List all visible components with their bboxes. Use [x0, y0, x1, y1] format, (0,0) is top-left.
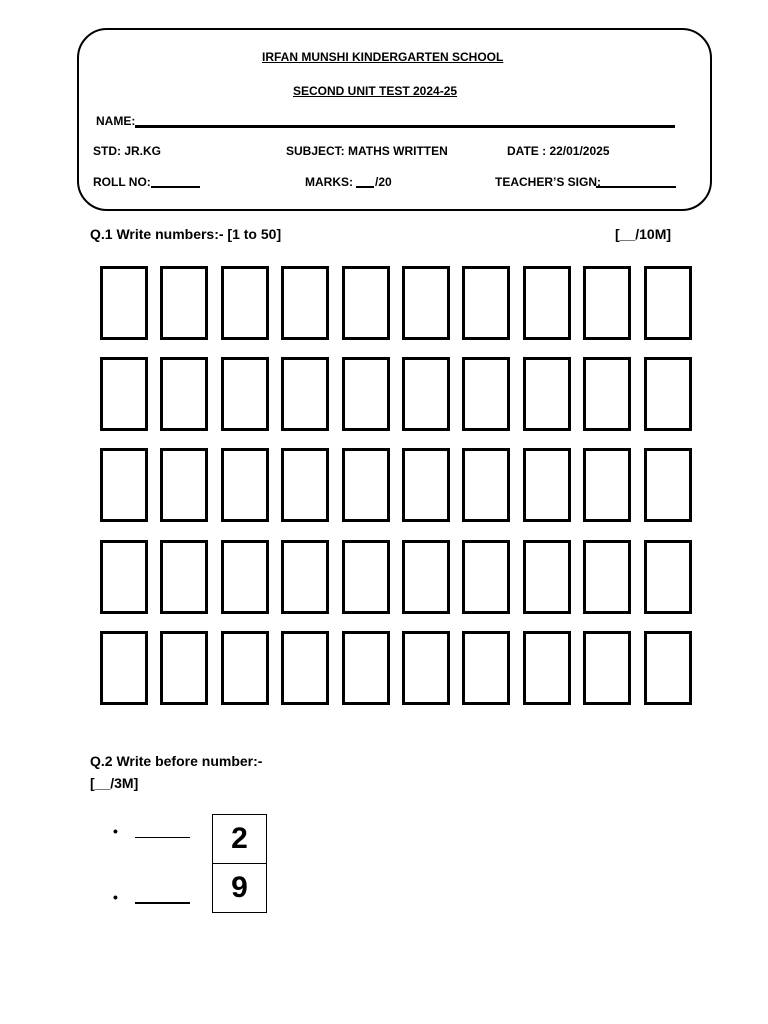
date-label: DATE : 22/01/2025 — [507, 144, 610, 158]
number-box[interactable] — [281, 266, 329, 340]
number-box[interactable] — [523, 266, 571, 340]
number-box[interactable] — [281, 631, 329, 705]
q2-number-box-2: 9 — [212, 863, 267, 913]
q2-bullet-2: • — [113, 889, 118, 905]
number-box[interactable] — [100, 540, 148, 614]
number-box[interactable] — [583, 357, 631, 431]
number-box[interactable] — [462, 266, 510, 340]
number-box[interactable] — [402, 357, 450, 431]
number-box[interactable] — [221, 266, 269, 340]
marks-field[interactable] — [356, 186, 374, 188]
number-box[interactable] — [523, 540, 571, 614]
number-box[interactable] — [462, 357, 510, 431]
number-box[interactable] — [523, 448, 571, 522]
number-box[interactable] — [402, 448, 450, 522]
number-box[interactable] — [281, 448, 329, 522]
name-label: NAME: — [96, 114, 136, 128]
number-box[interactable] — [160, 448, 208, 522]
number-box[interactable] — [100, 357, 148, 431]
number-box[interactable] — [583, 448, 631, 522]
q2-title: Q.2 Write before number:- — [90, 753, 263, 769]
number-box[interactable] — [160, 540, 208, 614]
subject-label: SUBJECT: MATHS WRITTEN — [286, 144, 448, 158]
number-box[interactable] — [100, 448, 148, 522]
number-box[interactable] — [462, 448, 510, 522]
number-box[interactable] — [644, 357, 692, 431]
marks-label: MARKS: — [305, 175, 353, 189]
number-box[interactable] — [281, 540, 329, 614]
number-writing-grid — [100, 266, 692, 707]
q2-bullet-1: • — [113, 823, 118, 839]
test-name: SECOND UNIT TEST 2024-25 — [293, 84, 458, 98]
number-box[interactable] — [462, 540, 510, 614]
number-box[interactable] — [583, 540, 631, 614]
q2-number-box-1: 2 — [212, 814, 267, 864]
number-box[interactable] — [342, 357, 390, 431]
number-box[interactable] — [342, 266, 390, 340]
number-box[interactable] — [100, 631, 148, 705]
number-box[interactable] — [583, 266, 631, 340]
number-box[interactable] — [221, 631, 269, 705]
number-box[interactable] — [342, 448, 390, 522]
q1-title: Q.1 Write numbers:- [1 to 50] — [90, 226, 282, 242]
teacher-sign-field[interactable] — [596, 186, 676, 188]
number-box[interactable] — [221, 357, 269, 431]
q2-answer-field-2[interactable] — [135, 902, 190, 904]
number-box[interactable] — [160, 631, 208, 705]
q2-answer-field-1[interactable] — [135, 837, 190, 838]
teacher-sign-label: TEACHER’S SIGN: — [495, 175, 602, 189]
number-box[interactable] — [644, 266, 692, 340]
marks-total: /20 — [375, 175, 392, 189]
number-box[interactable] — [160, 357, 208, 431]
number-box[interactable] — [523, 631, 571, 705]
q1-marks: [__/10M] — [615, 226, 672, 242]
number-box[interactable] — [221, 540, 269, 614]
number-box[interactable] — [523, 357, 571, 431]
school-name: IRFAN MUNSHI KINDERGARTEN SCHOOL — [262, 50, 504, 64]
name-field[interactable] — [135, 125, 675, 128]
number-box[interactable] — [583, 631, 631, 705]
number-box[interactable] — [402, 540, 450, 614]
number-box[interactable] — [402, 266, 450, 340]
number-box[interactable] — [644, 448, 692, 522]
number-box[interactable] — [221, 448, 269, 522]
number-box[interactable] — [342, 631, 390, 705]
number-box[interactable] — [462, 631, 510, 705]
number-box[interactable] — [644, 540, 692, 614]
number-box[interactable] — [281, 357, 329, 431]
std-label: STD: JR.KG — [93, 144, 162, 158]
number-box[interactable] — [342, 540, 390, 614]
roll-no-label: ROLL NO: — [93, 175, 151, 189]
number-box[interactable] — [402, 631, 450, 705]
number-box[interactable] — [100, 266, 148, 340]
roll-no-field[interactable] — [151, 186, 200, 188]
q2-marks: [__/3M] — [90, 775, 139, 791]
number-box[interactable] — [644, 631, 692, 705]
number-box[interactable] — [160, 266, 208, 340]
